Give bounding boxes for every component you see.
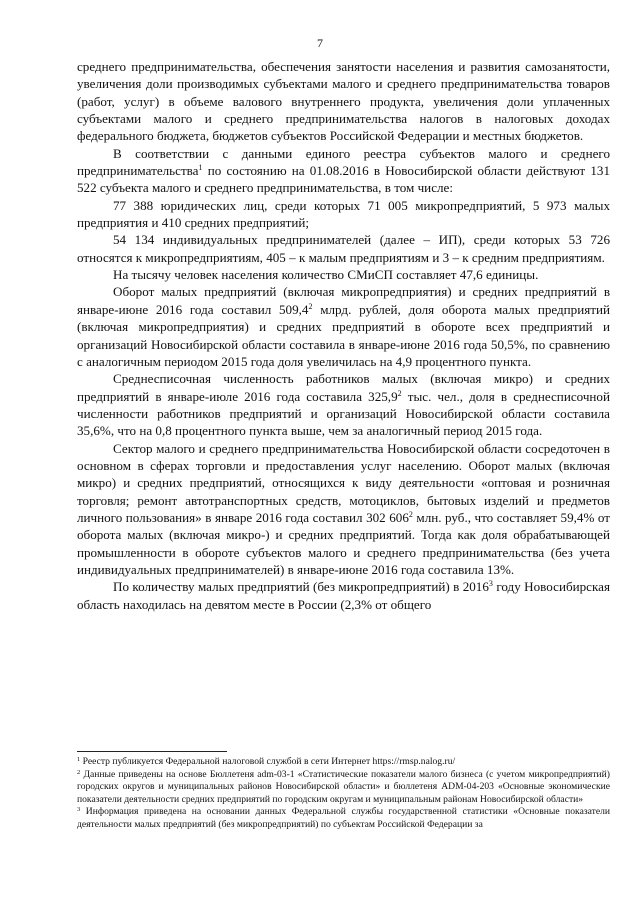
paragraph [77,231,610,266]
text-run: По количеству малых предприятий (без микропредприятий) в 2016 [113,579,489,595]
footnote-marker: 3 [488,579,493,589]
footnote-marker: 1 [77,756,81,763]
text-run: В соответствии с данными единого реестра субъектов малого и среднего предпринимательства [77,145,610,179]
text-run: млн. руб., что составляет 59,4% от оборота малых (включая микро-) и средних предприятий. Тогда как доля обрабатывающей промышленности в обороте субъектов малого и среднего предпринимательства (без учета индивидуальных предпринимателей) в январе-июне 2016 года составила 13%. [77,509,610,577]
footnotes [77,756,610,832]
text-run: тыс. чел., доля в среднесписочной численности работников предприятий и организаций Новосибирской области составила 35,6%, что на 0,8 процентного пункта выше, чем за аналогичный период 2015 года. [77,388,610,439]
paragraph [77,145,610,197]
text-run: Информация приведена на основании данных Федеральной службы государственной статистики «Основные показатели деятельности малых предприятий (без микропредприятий) по субъектам Российской Федерации за [77,806,610,830]
text-run: по состоянию на 01.08.2016 в Новосибирской области действуют 131 522 субъекта малого и среднего предпринимательства, в том числе: [77,163,610,196]
footnote-marker: 1 [198,163,203,173]
paragraph [77,58,610,145]
text-run: Среднесписочная численность работников малых (включая микро) и средних предприятий в январе-июле 2016 года составила 325,9 [77,371,610,404]
paragraph [77,197,610,232]
footnote [77,806,610,831]
footnote-marker: 2 [397,388,402,398]
paragraph [77,283,610,370]
page-number: 7 [317,36,323,50]
footnote-marker: 2 [77,768,81,776]
footnote-separator [77,751,227,752]
text-run: 77 388 юридических лиц, среди которых 71 005 микропредприятий, 5 973 малых предприятия и 410 средних предприятий; [77,197,610,231]
body-text [77,58,610,613]
paragraph [77,578,610,613]
text-run: млрд. рублей, доля оборота малых предприятий (включая микропредприятия) и средних предприятий в обороте всех предприятий и организаций Новосибирской области составила в январе-июне 2016 года 50,5%, по сравнению с аналогичным периодом 2015 года доля увеличилась на 4,9 процентного пункта. [77,301,610,369]
text-run: Данные приведены на основе Бюллетеня adm-03-1 «Статистические показатели малого бизнеса (с учетом микропредприятий) городских округов и муниципальных районов Новосибирской области» и бюллетеня ADM-04-203 «Основные экономические показатели деятельности средних предприятий по городским округам и муниципальным районам Новосибирской области» [77,768,610,805]
footnote [77,756,610,769]
paragraph [77,370,610,439]
paragraph [77,440,610,579]
footnote [77,769,610,807]
footnote-marker: 2 [408,509,413,519]
text-run: Реестр публикуется Федеральной налоговой службой в сети Интернет https://rmsp.nalog.ru/ [80,756,456,767]
text-run: среднего предпринимательства, обеспечения занятости населения и развития самозанятости, увеличения доли производимых субъектами малого и среднего предпринимательства товаров (работ, услуг) в объеме валового внутреннего продукта, увеличения доли уплаченных субъектами малого и среднего предпринимательства налогов в налоговых доходах федерального бюджета, бюджетов субъектов Российской Федерации и местных бюджетов. [77,59,610,144]
footnote-marker: 2 [308,301,313,311]
text-run: 54 134 индивидуальных предпринимателей (далее – ИП), среди которых 53 726 относятся к микропредприятиям, 405 – к малым предприятиям и 3 – к средним предприятиям. [77,232,610,265]
text-run: Сектор малого и среднего предпринимательства Новосибирской области сосредоточен в основном в сферах торговли и предоставления услуг населению. Оборот малых (включая микро) и средних предприятий, относящихся к виду деятельности «оптовая и розничная торговля; ремонт автотранспортных средств, мотоциклов, бытовых изделий и предметов личного пользования» в январе 2016 года составил 302 606 [77,440,610,525]
text-run: На тысячу человек населения количество СМиСП составляет 47,6 единицы. [113,267,539,283]
paragraph [77,266,610,283]
footnote-marker: 3 [77,806,81,814]
text-run: году Новосибирская область находилась на девятом месте в России (2,3% от общего [77,579,610,612]
text-run: Оборот малых предприятий (включая микропредприятия) и средних предприятий в январе-июне 2016 года составил 509,4 [77,284,610,317]
